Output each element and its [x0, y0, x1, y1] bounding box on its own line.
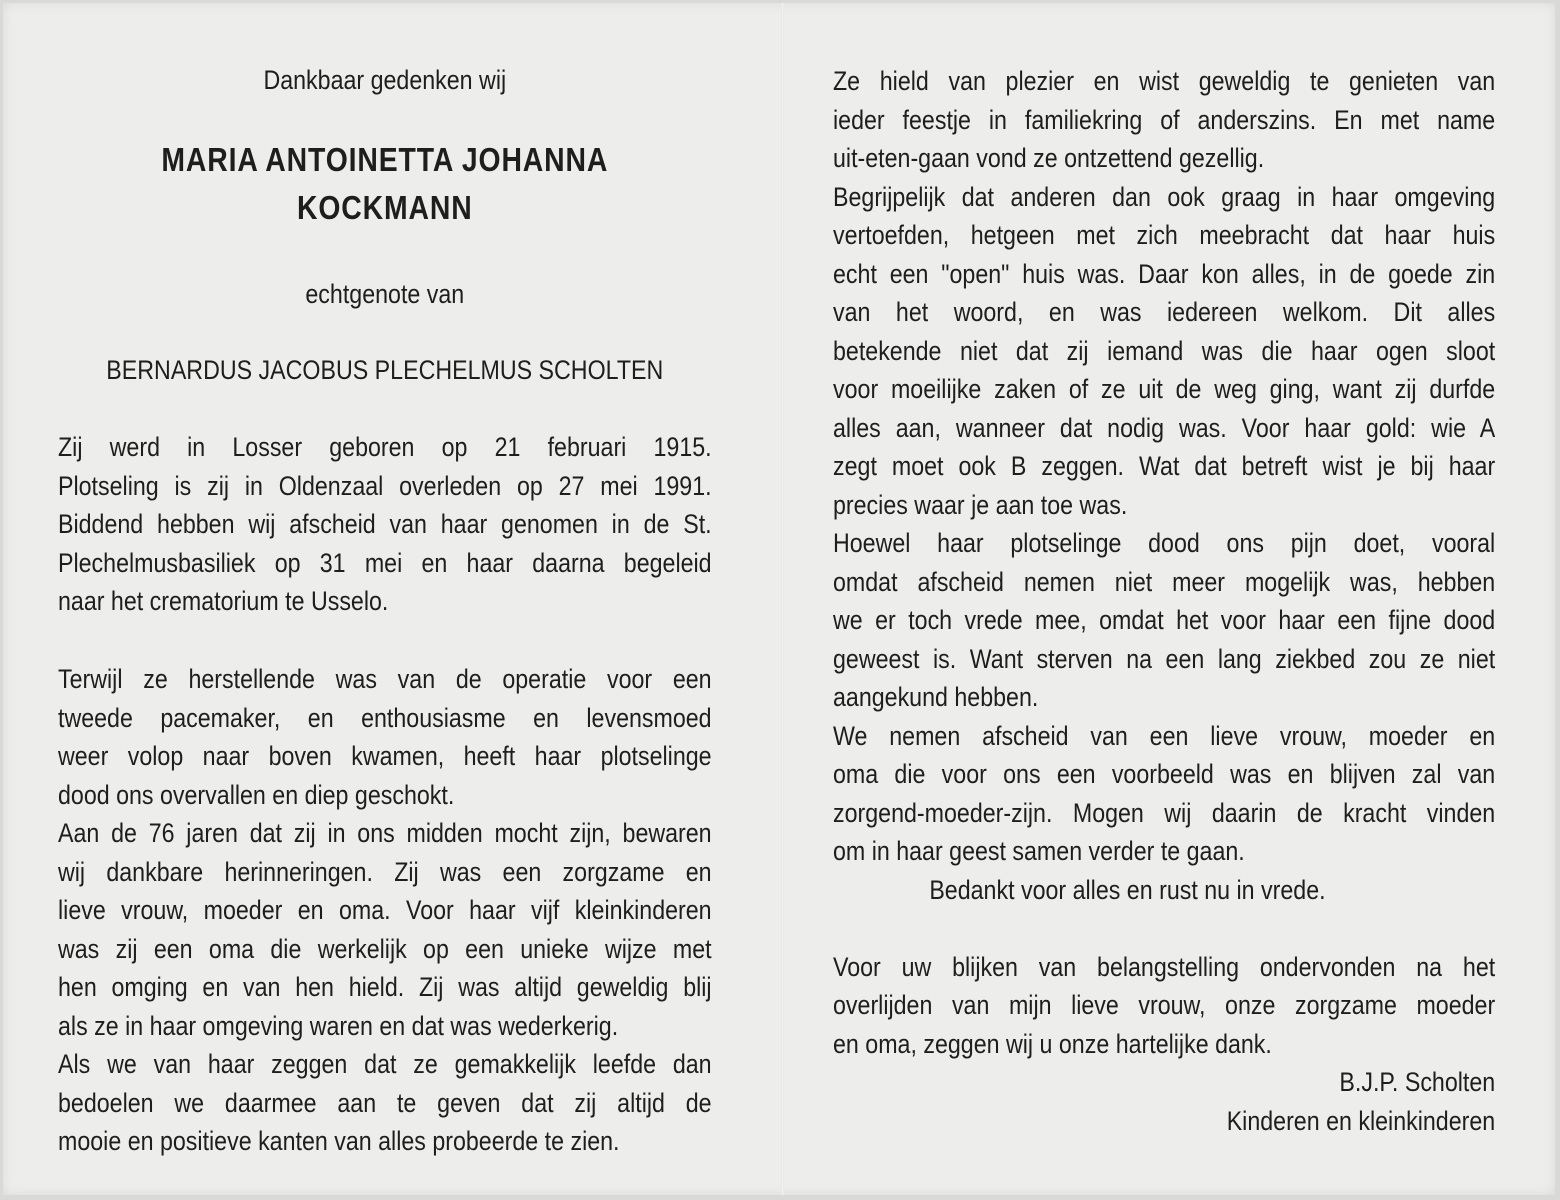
text-line: echt een "open" huis was. Daar kon alles, in de goede zin [833, 258, 1496, 289]
text-line: Biddend hebben wij afscheid van haar genomen in de St. [58, 509, 712, 539]
text-line: wij dankbare herinneringen. Zij was een zorgzame en [58, 856, 712, 887]
text-line: Hoewel haar plotselinge dood ons pijn doet, vooral [833, 528, 1496, 558]
text-line: Plechelmusbasiliek op 31 mei en haar daarna begeleid [58, 547, 712, 578]
text-line: oma die voor ons een voorbeeld was en blijven zal van [833, 759, 1496, 789]
text-line: vertoefden, hetgeen met zich meebracht dat haar huis [833, 220, 1496, 250]
text-line: om in haar geest samen verder te gaan. [833, 836, 1245, 866]
text-line: Ze hield van plezier en wist geweldig te genieten van [833, 66, 1496, 96]
text-line: hen omging en van hen hield. Zij was altijd geweldig blij [58, 972, 712, 1002]
left-paragraph-birth [58, 428, 712, 621]
text-line: Aan de 76 jaren dat zij in ons midden mocht zijn, bewaren [58, 818, 712, 848]
name-line: KOCKMANN [297, 189, 473, 226]
text-line: naar het crematorium te Usselo. [58, 586, 389, 616]
text-line: was zij een oma die werkelijk op een unieke wijze met [58, 933, 712, 964]
text-line: lieve vrouw, moeder en oma. Voor haar vijf kleinkinderen [58, 895, 712, 925]
text-line: tweede pacemaker, en enthousiasme en levensmoed [58, 702, 712, 733]
text-line: betekende niet dat zij iemand was die haar ogen sloot [833, 335, 1496, 366]
name-line: MARIA ANTOINETTA JOHANNA [161, 141, 609, 178]
spouse-intro-text: echtgenote van [305, 279, 465, 309]
text-line: bedoelen we daarmee aan te geven dat zij altijd de [58, 1087, 712, 1118]
spouse-intro [58, 275, 712, 314]
text-line: Als we van haar zeggen dat ze gemakkelijk leefde dan [58, 1049, 712, 1079]
text-line: van het woord, en was iedereen welkom. Dit alles [833, 297, 1496, 327]
text-line: Begrijpelijk dat anderen dan ook graag in haar omgeving [833, 181, 1496, 212]
spouse-name-text: BERNARDUS JACOBUS PLECHELMUS SCHOLTEN [106, 355, 664, 385]
memorial-card [3, 3, 1555, 1195]
text-line: voor moeilijke zaken of ze uit de weg ging, want zij durfde [833, 374, 1496, 404]
text-line: overlijden van mijn lieve vrouw, onze zorgzame moeder [833, 990, 1496, 1020]
text-line: dood ons overvallen en diep geschokt. [58, 779, 455, 810]
text-line: Plotseling is zij in Oldenzaal overleden op 27 mei 1991. [58, 470, 712, 501]
spouse-name [58, 351, 712, 390]
text-line: precies waar je aan toe was. [833, 489, 1128, 520]
left-paragraphs-life [58, 660, 712, 1161]
text-line [833, 909, 1495, 948]
text-line: Zij werd in Losser geboren op 21 februari 1915. [58, 432, 712, 462]
text-line: zegt moet ook B zeggen. Wat dat betreft wist je bij haar [833, 451, 1496, 481]
left-heading [58, 61, 712, 100]
text-line: alles aan, wanneer dat nodig was. Voor haar gold: wie A [833, 412, 1496, 443]
text-line: Kinderen en kleinkinderen [1226, 1105, 1496, 1136]
deceased-name [58, 136, 712, 232]
fold-line [781, 3, 784, 1195]
text-line: weer volop naar boven kwamen, heeft haar plotselinge [58, 741, 712, 771]
text-line: we er toch vrede mee, omdat het voor haar een fijne dood [833, 605, 1496, 635]
text-line: zorgend-moeder-zijn. Mogen wij daarin de kracht vinden [833, 797, 1496, 828]
text-line: aangekund hebben. [833, 682, 1039, 712]
text-line: Bedankt voor alles en rust nu in vrede. [929, 874, 1326, 905]
text-line: B.J.P. Scholten [1339, 1067, 1496, 1097]
text-line: Voor uw blijken van belangstelling ondervonden na het [833, 951, 1496, 982]
heading-text: Dankbaar gedenken wij [263, 65, 507, 95]
text-line: als ze in haar omgeving waren en dat was wederkerig. [58, 1010, 619, 1041]
text-line: ieder feestje in familiekring of anderszins. En met name [833, 104, 1496, 135]
text-line: geweest is. Want sterven na een lang ziekbed zou ze niet [833, 643, 1496, 674]
text-line: mooie en positieve kanten van alles probeerde te zien. [58, 1126, 620, 1156]
text-line: We nemen afscheid van een lieve vrouw, moeder en [833, 720, 1496, 751]
text-line: Terwijl ze herstellende was van de operatie voor een [58, 664, 712, 694]
text-line: omdat afscheid nemen niet meer mogelijk was, hebben [833, 566, 1496, 597]
text-line: en oma, zeggen wij u onze hartelijke dank. [833, 1028, 1272, 1059]
text-line: uit-eten-gaan vond ze ontzettend gezellig. [833, 143, 1265, 173]
right-column [833, 62, 1495, 1140]
